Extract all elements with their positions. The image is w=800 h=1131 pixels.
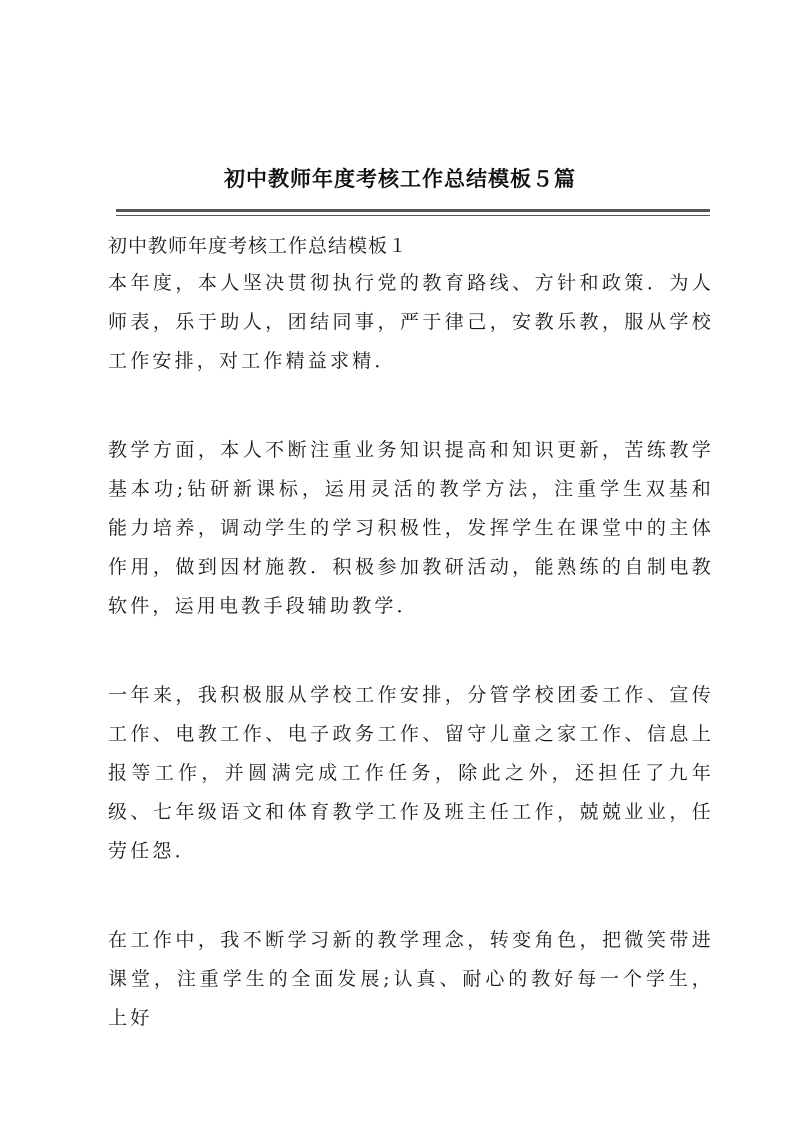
- paragraph-4: 在工作中，我不断学习新的教学理念，转变角色，把微笑带进课堂，注重学生的全面发展;认真、耐心的教好每一个学生，上好: [108, 929, 714, 1029]
- document-body: [108, 228, 714, 1088]
- document-title: 初中教师年度考核工作总结模板５篇: [224, 166, 576, 191]
- section-heading: 初中教师年度考核工作总结模板１: [108, 235, 409, 257]
- paragraph-3: 一年来，我积极服从学校工作安排，分管学校团委工作、宣传工作、电教工作、电子政务工作、留守儿童之家工作、信息上报等工作，并圆满完成工作任务，除此之外，还担任了九年级、七年级语文和体育教学工作及班主任工作，兢兢业业，任劳任怨．: [108, 684, 714, 862]
- paragraph-1: 本年度，本人坚决贯彻执行党的教育路线、方针和政策．为人师表，乐于助人，团结同事，严于律己，安教乐教，服从学校工作安排，对工作精益求精．: [108, 272, 714, 372]
- title-divider-thick: [116, 209, 710, 212]
- paragraph-2: 教学方面，本人不断注重业务知识提高和知识更新，苦练教学基本功;钻研新课标，运用灵活的教学方法，注重学生双基和能力培养，调动学生的学习积极性，发挥学生在课堂中的主体作用，做到因材施教．积极参加教研活动，能熟练的自制电教软件，运用电教手段辅助教学．: [108, 439, 714, 617]
- title-divider-thin: [116, 215, 710, 216]
